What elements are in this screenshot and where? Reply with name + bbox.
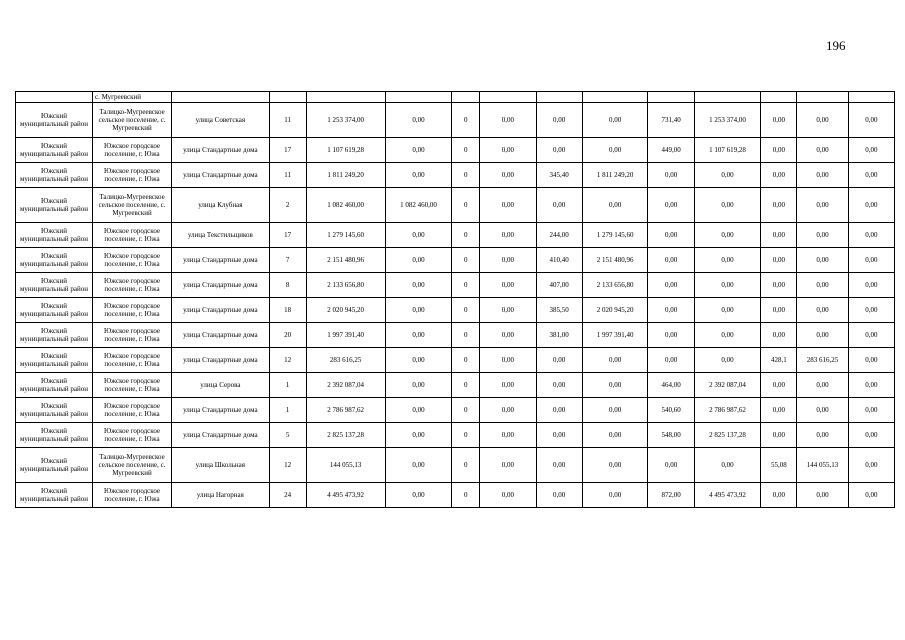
table-row	[16, 248, 895, 273]
house-number-cell: 11	[269, 103, 306, 138]
value-cell: 0,00	[385, 373, 452, 398]
district-cell: Южский муниципальный район	[16, 103, 93, 138]
value-cell: 0,00	[480, 398, 536, 423]
value-cell: 0,00	[480, 423, 536, 448]
value-cell: 0,00	[848, 423, 894, 448]
house-number-cell: 20	[269, 323, 306, 348]
value-cell: 0	[452, 373, 480, 398]
district-cell: Южский муниципальный район	[16, 398, 93, 423]
total-cost-cell: 1 253 374,00	[306, 103, 385, 138]
value-cell: 0	[452, 163, 480, 188]
street-cell: улица Стандартные дома	[172, 348, 270, 373]
district-cell: Южский муниципальный район	[16, 373, 93, 398]
value-cell: 2 133 656,80	[582, 273, 648, 298]
settlement-cell: Южское городское поселение, г. Южа	[93, 273, 172, 298]
value-cell: 0,00	[761, 223, 797, 248]
settlement-cell: Южское городское поселение, г. Южа	[93, 248, 172, 273]
value-cell: 0	[452, 223, 480, 248]
settlement-cell: Южское городское поселение, г. Южа	[93, 298, 172, 323]
value-cell: 1 279 145,60	[582, 223, 648, 248]
value-cell: 0,00	[694, 188, 761, 223]
value-cell: 0,00	[848, 448, 894, 483]
table-row	[16, 448, 895, 483]
street-cell: улица Школьная	[172, 448, 270, 483]
street-cell: улица Стандартные дома	[172, 248, 270, 273]
settlement-cell: Южское городское поселение, г. Южа	[93, 483, 172, 508]
value-cell: 0,00	[536, 423, 582, 448]
value-cell: 0,00	[694, 298, 761, 323]
value-cell: 407,00	[536, 273, 582, 298]
table-row	[16, 188, 895, 223]
value-cell: 144 055,13	[797, 448, 848, 483]
street-cell: улица Текстильщиков	[172, 223, 270, 248]
total-cost-cell: 2 133 656,80	[306, 273, 385, 298]
value-cell: 55,08	[761, 448, 797, 483]
value-cell: 0	[452, 483, 480, 508]
value-cell: 0,00	[848, 188, 894, 223]
value-cell: 0,00	[385, 138, 452, 163]
value-cell: 0,00	[797, 398, 848, 423]
value-cell: 0,00	[761, 323, 797, 348]
total-cost-cell: 4 495 473,92	[306, 483, 385, 508]
value-cell: 0	[452, 298, 480, 323]
value-cell: 0,00	[797, 138, 848, 163]
table-row	[16, 103, 895, 138]
value-cell: 0,00	[848, 103, 894, 138]
table-row	[16, 273, 895, 298]
value-cell: 0,00	[694, 248, 761, 273]
house-number-cell: 7	[269, 248, 306, 273]
house-number-cell: 5	[269, 423, 306, 448]
house-number-cell: 24	[269, 483, 306, 508]
value-cell: 0,00	[797, 223, 848, 248]
value-cell: 0,00	[648, 163, 694, 188]
value-cell: 0,00	[761, 483, 797, 508]
value-cell: 548,00	[648, 423, 694, 448]
value-cell: 0,00	[536, 483, 582, 508]
value-cell: 0,00	[761, 138, 797, 163]
house-number-cell: 18	[269, 298, 306, 323]
value-cell: 0,00	[480, 448, 536, 483]
value-cell: 345,40	[536, 163, 582, 188]
value-cell: 0,00	[694, 273, 761, 298]
district-cell: Южский муниципальный район	[16, 188, 93, 223]
value-cell: 0,00	[582, 423, 648, 448]
value-cell: 0,00	[385, 273, 452, 298]
value-cell: 0,00	[582, 373, 648, 398]
value-cell: 1 997 391,40	[582, 323, 648, 348]
value-cell: 0,00	[536, 103, 582, 138]
house-number-cell: 11	[269, 163, 306, 188]
value-cell: 0,00	[797, 273, 848, 298]
total-cost-cell: 1 082 460,00	[306, 188, 385, 223]
value-cell: 0,00	[848, 373, 894, 398]
value-cell: 0	[452, 248, 480, 273]
value-cell: 449,00	[648, 138, 694, 163]
value-cell: 0,00	[761, 273, 797, 298]
value-cell: 2 825 137,28	[694, 423, 761, 448]
value-cell: 0,00	[797, 323, 848, 348]
total-cost-cell: 283 616,25	[306, 348, 385, 373]
street-cell: улица Стандартные дома	[172, 398, 270, 423]
district-cell: Южский муниципальный район	[16, 483, 93, 508]
settlement-cell: Талицко-Мугреевское сельское поселение, с. Мугреевский	[93, 188, 172, 223]
value-cell: 0,00	[385, 163, 452, 188]
value-cell: 1 811 249,20	[582, 163, 648, 188]
street-cell: улица Стандартные дома	[172, 163, 270, 188]
settlement-cell: Южское городское поселение, г. Южа	[93, 323, 172, 348]
value-cell: 0,00	[797, 248, 848, 273]
street-cell: улица Стандартные дома	[172, 273, 270, 298]
table-row	[16, 223, 895, 248]
value-cell: 0	[452, 273, 480, 298]
value-cell: 0,00	[480, 273, 536, 298]
value-cell: 0,00	[797, 423, 848, 448]
value-cell: 0,00	[797, 298, 848, 323]
district-cell: Южский муниципальный район	[16, 423, 93, 448]
value-cell: 0,00	[385, 423, 452, 448]
value-cell: 0,00	[848, 163, 894, 188]
street-cell: улица Нагорная	[172, 483, 270, 508]
table-row	[16, 163, 895, 188]
value-cell: 0,00	[480, 138, 536, 163]
house-number-cell: 8	[269, 273, 306, 298]
value-cell: 0	[452, 448, 480, 483]
value-cell: 0,00	[582, 103, 648, 138]
value-cell: 0,00	[582, 138, 648, 163]
table-row	[16, 348, 895, 373]
value-cell: 0,00	[536, 448, 582, 483]
value-cell: 0,00	[797, 188, 848, 223]
value-cell: 0,00	[694, 448, 761, 483]
value-cell: 0,00	[848, 298, 894, 323]
settlement-cell: Южское городское поселение, г. Южа	[93, 163, 172, 188]
value-cell: 0,00	[480, 373, 536, 398]
value-cell: 0,00	[648, 323, 694, 348]
table-row	[16, 398, 895, 423]
value-cell: 0,00	[385, 223, 452, 248]
housing-repair-table	[15, 91, 895, 508]
value-cell: 0	[452, 398, 480, 423]
value-cell: 0,00	[848, 398, 894, 423]
value-cell: 0,00	[480, 483, 536, 508]
house-number-cell: 1	[269, 398, 306, 423]
settlement-cell: Талицко-Мугреевское сельское поселение, с. Мугреевский	[93, 448, 172, 483]
value-cell: 0,00	[536, 138, 582, 163]
value-cell: 0,00	[480, 188, 536, 223]
table-row	[16, 373, 895, 398]
value-cell: 381,00	[536, 323, 582, 348]
value-cell: 731,40	[648, 103, 694, 138]
value-cell: 0,00	[648, 348, 694, 373]
value-cell: 385,50	[536, 298, 582, 323]
value-cell: 0,00	[694, 348, 761, 373]
total-cost-cell: 2 786 987,62	[306, 398, 385, 423]
value-cell: 0,00	[848, 223, 894, 248]
total-cost-cell: 144 055,13	[306, 448, 385, 483]
value-cell: 540,60	[648, 398, 694, 423]
value-cell: 0,00	[385, 483, 452, 508]
street-cell: улица Стандартные дома	[172, 298, 270, 323]
value-cell: 0,00	[385, 398, 452, 423]
total-cost-cell: 2 825 137,28	[306, 423, 385, 448]
value-cell: 0,00	[648, 188, 694, 223]
value-cell: 0,00	[761, 298, 797, 323]
district-cell: Южский муниципальный район	[16, 248, 93, 273]
value-cell: 0,00	[582, 398, 648, 423]
value-cell: 0,00	[848, 323, 894, 348]
table-row	[16, 423, 895, 448]
street-cell: улица Стандартные дома	[172, 323, 270, 348]
value-cell: 0,00	[480, 248, 536, 273]
value-cell: 0,00	[797, 483, 848, 508]
district-cell: Южский муниципальный район	[16, 298, 93, 323]
value-cell: 283 616,25	[797, 348, 848, 373]
value-cell: 0,00	[648, 248, 694, 273]
table-row	[16, 298, 895, 323]
district-cell: Южский муниципальный район	[16, 448, 93, 483]
value-cell: 244,00	[536, 223, 582, 248]
value-cell: 0,00	[385, 248, 452, 273]
value-cell: 0,00	[480, 103, 536, 138]
total-cost-cell: 1 997 391,40	[306, 323, 385, 348]
value-cell: 0	[452, 188, 480, 223]
value-cell: 0,00	[648, 223, 694, 248]
value-cell: 0,00	[848, 483, 894, 508]
value-cell: 1 253 374,00	[694, 103, 761, 138]
value-cell: 0,00	[848, 348, 894, 373]
settlement-cell: Южское городское поселение, г. Южа	[93, 423, 172, 448]
value-cell: 2 020 945,20	[582, 298, 648, 323]
settlement-cell: Южское городское поселение, г. Южа	[93, 373, 172, 398]
value-cell: 2 786 987,62	[694, 398, 761, 423]
value-cell: 0,00	[694, 323, 761, 348]
street-cell: улица Клубная	[172, 188, 270, 223]
value-cell: 0,00	[848, 248, 894, 273]
value-cell: 0,00	[761, 188, 797, 223]
table-row	[16, 323, 895, 348]
value-cell: 0,00	[648, 298, 694, 323]
table-row	[16, 138, 895, 163]
street-cell: улица Советская	[172, 103, 270, 138]
house-number-cell: 2	[269, 188, 306, 223]
value-cell: 0,00	[385, 103, 452, 138]
value-cell: 0,00	[536, 373, 582, 398]
value-cell: 0,00	[694, 163, 761, 188]
district-cell: Южский муниципальный район	[16, 348, 93, 373]
district-cell: Южский муниципальный район	[16, 138, 93, 163]
street-cell: улица Стандартные дома	[172, 138, 270, 163]
value-cell: 4 495 473,92	[694, 483, 761, 508]
value-cell: 1 082 460,00	[385, 188, 452, 223]
total-cost-cell: 1 811 249,20	[306, 163, 385, 188]
value-cell: 0,00	[385, 298, 452, 323]
value-cell: 0,00	[582, 448, 648, 483]
value-cell: 0,00	[480, 163, 536, 188]
value-cell: 0,00	[761, 248, 797, 273]
value-cell: 0,00	[848, 138, 894, 163]
value-cell: 0,00	[797, 373, 848, 398]
total-cost-cell: 1 279 145,60	[306, 223, 385, 248]
value-cell: 872,00	[648, 483, 694, 508]
settlement-cell: Южское городское поселение, г. Южа	[93, 223, 172, 248]
value-cell: 0,00	[761, 373, 797, 398]
value-cell: 0,00	[536, 398, 582, 423]
value-cell: 0,00	[694, 223, 761, 248]
value-cell: 0,00	[761, 423, 797, 448]
value-cell: 0,00	[480, 298, 536, 323]
table-row-continued	[16, 92, 895, 103]
house-number-cell: 12	[269, 448, 306, 483]
value-cell: 0,00	[761, 163, 797, 188]
value-cell: 0	[452, 323, 480, 348]
page-number: 196	[826, 38, 846, 53]
value-cell: 0	[452, 103, 480, 138]
settlement-cell: Талицко-Мугреевское сельское поселение, с. Мугреевский	[93, 103, 172, 138]
house-number-cell: 1	[269, 373, 306, 398]
house-number-cell: 17	[269, 223, 306, 248]
value-cell: 0,00	[761, 103, 797, 138]
house-number-cell: 17	[269, 138, 306, 163]
value-cell: 1 107 619,28	[694, 138, 761, 163]
value-cell: 0,00	[582, 348, 648, 373]
value-cell: 2 151 480,96	[582, 248, 648, 273]
value-cell: 0,00	[582, 483, 648, 508]
settlement-cell: с. Мугреевский	[93, 92, 172, 103]
house-number-cell: 12	[269, 348, 306, 373]
value-cell: 0,00	[536, 348, 582, 373]
total-cost-cell: 2 151 480,96	[306, 248, 385, 273]
value-cell: 0,00	[582, 188, 648, 223]
district-cell: Южский муниципальный район	[16, 273, 93, 298]
value-cell: 0	[452, 138, 480, 163]
settlement-cell: Южское городское поселение, г. Южа	[93, 348, 172, 373]
value-cell: 0,00	[648, 273, 694, 298]
value-cell: 0,00	[385, 448, 452, 483]
total-cost-cell: 2 392 087,04	[306, 373, 385, 398]
value-cell: 0,00	[848, 273, 894, 298]
district-cell: Южский муниципальный район	[16, 223, 93, 248]
total-cost-cell: 1 107 619,28	[306, 138, 385, 163]
street-cell: улица Стандартные дома	[172, 423, 270, 448]
value-cell: 0,00	[385, 323, 452, 348]
value-cell: 0	[452, 348, 480, 373]
table-row	[16, 483, 895, 508]
district-cell: Южский муниципальный район	[16, 323, 93, 348]
value-cell: 428,1	[761, 348, 797, 373]
value-cell: 0	[452, 423, 480, 448]
value-cell: 0,00	[480, 348, 536, 373]
value-cell: 0,00	[761, 398, 797, 423]
value-cell: 0,00	[648, 448, 694, 483]
settlement-cell: Южское городское поселение, г. Южа	[93, 138, 172, 163]
value-cell: 0,00	[480, 223, 536, 248]
value-cell: 2 392 087,04	[694, 373, 761, 398]
street-cell: улица Серова	[172, 373, 270, 398]
value-cell: 464,00	[648, 373, 694, 398]
value-cell: 0,00	[385, 348, 452, 373]
value-cell: 410,40	[536, 248, 582, 273]
value-cell: 0,00	[797, 163, 848, 188]
settlement-cell: Южское городское поселение, г. Южа	[93, 398, 172, 423]
district-cell: Южский муниципальный район	[16, 163, 93, 188]
total-cost-cell: 2 020 945,20	[306, 298, 385, 323]
value-cell: 0,00	[797, 103, 848, 138]
value-cell: 0,00	[480, 323, 536, 348]
value-cell: 0,00	[536, 188, 582, 223]
